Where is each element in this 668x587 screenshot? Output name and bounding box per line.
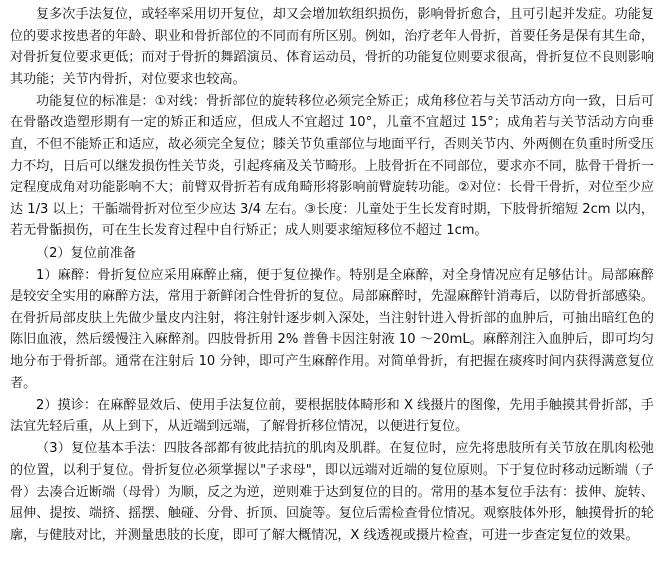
paragraph: （3）复位基本手法：四肢各部都有彼此拮抗的肌肉及肌群。在复位时，应先将患肢所有关节放在肌肉松弛的位置，以利于复位。骨折复位必须掌握以"子求母"，即以远端对近端的复位原则。下于复位时移动远断端（子骨）去凑合近断端（母骨）为顺，反之为逆，逆则难于达到复位的目的。常用的基本复位手法有：拔伸、旋转、屈伸、提按、端挤、摇摆、触碰、分骨、折顶、回旋等。复位后需检查骨位情况。观察肢体外形，触摸骨折的轮廓，与健肢对比，并测量患肢的长度，即可了解大概情况，X 线透视或摄片检查，可进一步查定复位的效果。 bbox=[10, 441, 654, 543]
paragraph: 复多次手法复位，或轻率采用切开复位，却又会增加软组织损伤，影响骨折愈合，且可引起并发症。功能复位的要求按患者的年龄、职业和骨折部位的不同而有所区别。例如，治疗老年人骨折，首要任务是保有其生命，对骨折复位要求更低；而对于骨折的舞蹈演员、体育运动员，骨折的功能复位则要求很高，骨折复位不良则影响其功能；关节内骨折，对位要求也较高。 bbox=[10, 7, 654, 87]
paragraph: （2）复位前准备 bbox=[36, 245, 136, 261]
paragraph: 1）麻醉：骨折复位应采用麻醉止痛，便于复位操作。特别是全麻醉，对全身情况应有足够估计。局部麻醉是较安全实用的麻醉方法，常用于新鲜闭合性骨折的复位。局部麻醉时，先湿麻醉针消毒后，以防骨折部感染。在骨折局部皮肤上先做少量皮内注射，将注射针逐步刺入深处，当注射针进入骨折部的血肿后，可抽出暗红色的陈旧血液，然后缓慢注入麻醉剂。四肢骨折用 2% 普鲁卡因注射液 10 ～20mL。麻醉剂注入血肿后，即可均匀地分布于骨折部。通常在注射后 10 分钟，即可产生麻醉作用。对简单骨折，有把握在痰疼时间内获得满意复位者。 bbox=[10, 267, 654, 391]
paragraph: 功能复位的标准是：①对线：骨折部位的旋转移位必须完全矫正；成角移位若与关节活动方向一致，日后可在骨骼改造塑形期有一定的矫正和适应，但成人不宜超过 10°，儿童不宜超过 15°；成角若与关节活动方向垂直，不但不能矫正和适应，故必须完全复位；膝关节负重部位与地面平行，否则关节内、外两侧在负重时所受压力不均，日后可以继发损伤性关节炎，引起疼痛及关节畸形。上肢骨折在不同部位，要求亦不同，肱骨干骨折一定程度成角对功能影响不大；前臂双骨折若有成角畸形将影响前臂旋转功能。②对位：长骨干骨折，对位至少应达 1/3 以上；干骺端骨折对位至少应达 3/4 左右。③长度：儿童处于生长发育时期，下肢骨折缩短 2cm 以内，若无骨骺损伤，可在生长发育过程中自行矫正；成人则要求缩短移位不超过 1cm。 bbox=[10, 93, 654, 239]
paragraph: 2）摸诊：在麻醉显效后、使用手法复位前，要根据肢体畸形和 X 线摄片的图像，先用手触摸其骨折部，手法宜先轻后重，从上到下，从近端到远端，了解骨折移位情况，以便进行复位。 bbox=[10, 397, 654, 435]
